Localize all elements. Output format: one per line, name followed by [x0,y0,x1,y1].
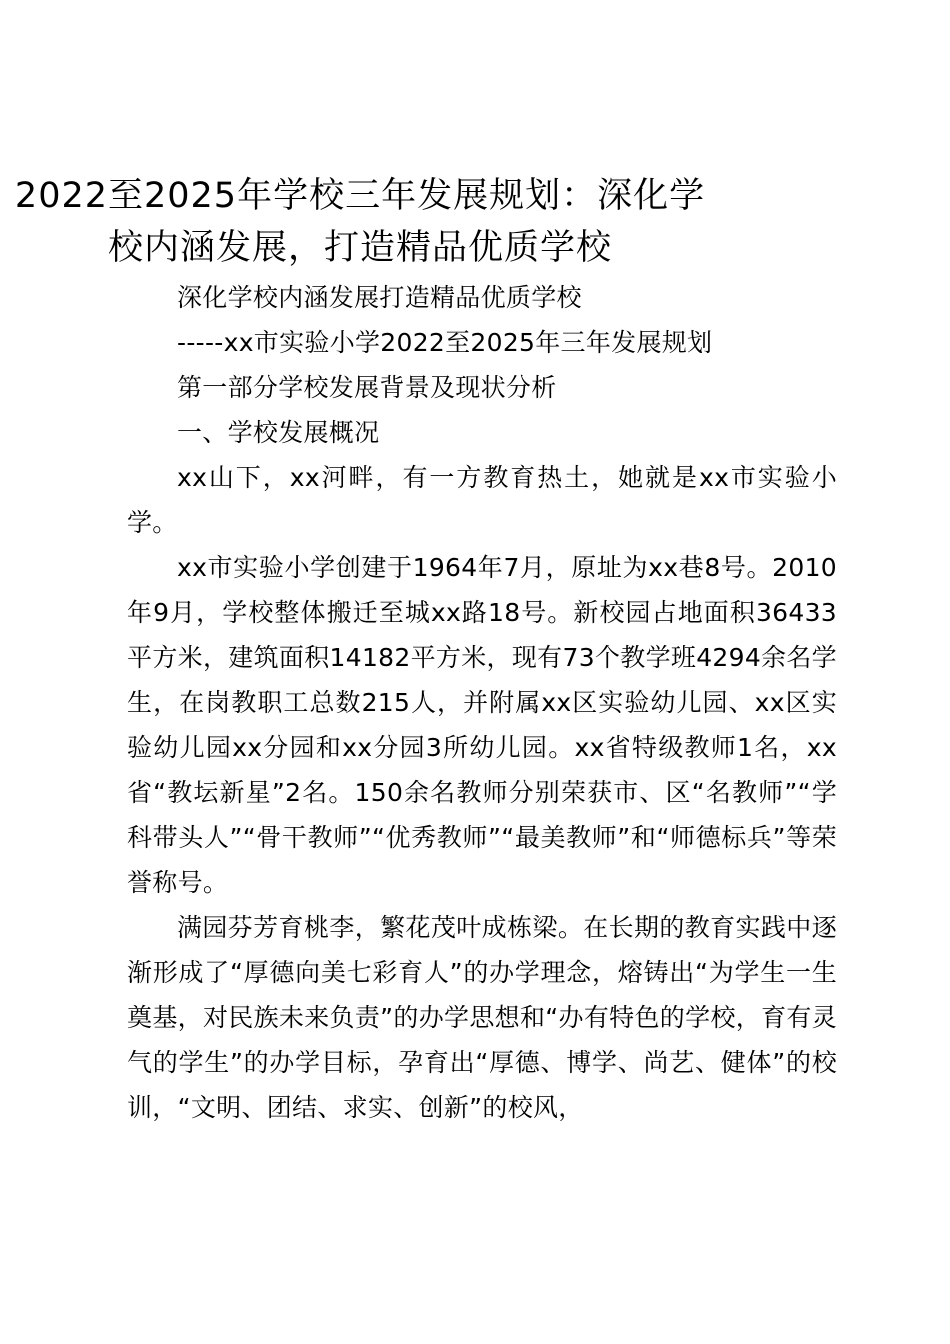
intro-paragraph: xx山下，xx河畔，有一方教育热土，她就是xx市实验小学。 [127,463,837,537]
part-heading: 第一部分学校发展背景及现状分析 [177,373,557,402]
document-body [127,275,837,1130]
plan-name-paragraph: -----xx市实验小学2022至2025年三年发展规划 [177,328,713,357]
section-heading: 一、学校发展概况 [177,418,380,447]
history-paragraph: xx市实验小学创建于1964年7月，原址为xx巷8号。2010年9月，学校整体搬迁至城xx路18号。新校园占地面积36433平方米，建筑面积14182平方米，现有73个教学班4294余名学生，在岗教职工总数215人，并附属xx区实验幼儿园、xx区实验幼儿园xx分园和xx分园3所幼儿园。xx省特级教师1名，xx省“教坛新星”2名。150余名教师分别荣获市、区“名教师”“学科带头人”“骨干教师”“优秀教师”“最美教师”和“师德标兵”等荣誉称号。 [127,553,837,897]
document-title: 2022至2025年学校三年发展规划：深化学校内涵发展，打造精品优质学校 [14,176,706,268]
philosophy-paragraph: 满园芬芳育桃李，繁花茂叶成栋梁。在长期的教育实践中逐渐形成了“厚德向美七彩育人”的办学理念，熔铸出“为学生一生奠基，对民族未来负责”的办学思想和“办有特色的学校，育有灵气的学生”的办学目标，孕育出“厚德、博学、尚艺、健体”的校训，“文明、团结、求实、创新”的校风， [127,913,837,1122]
subtitle-paragraph: 深化学校内涵发展打造精品优质学校 [177,283,582,312]
